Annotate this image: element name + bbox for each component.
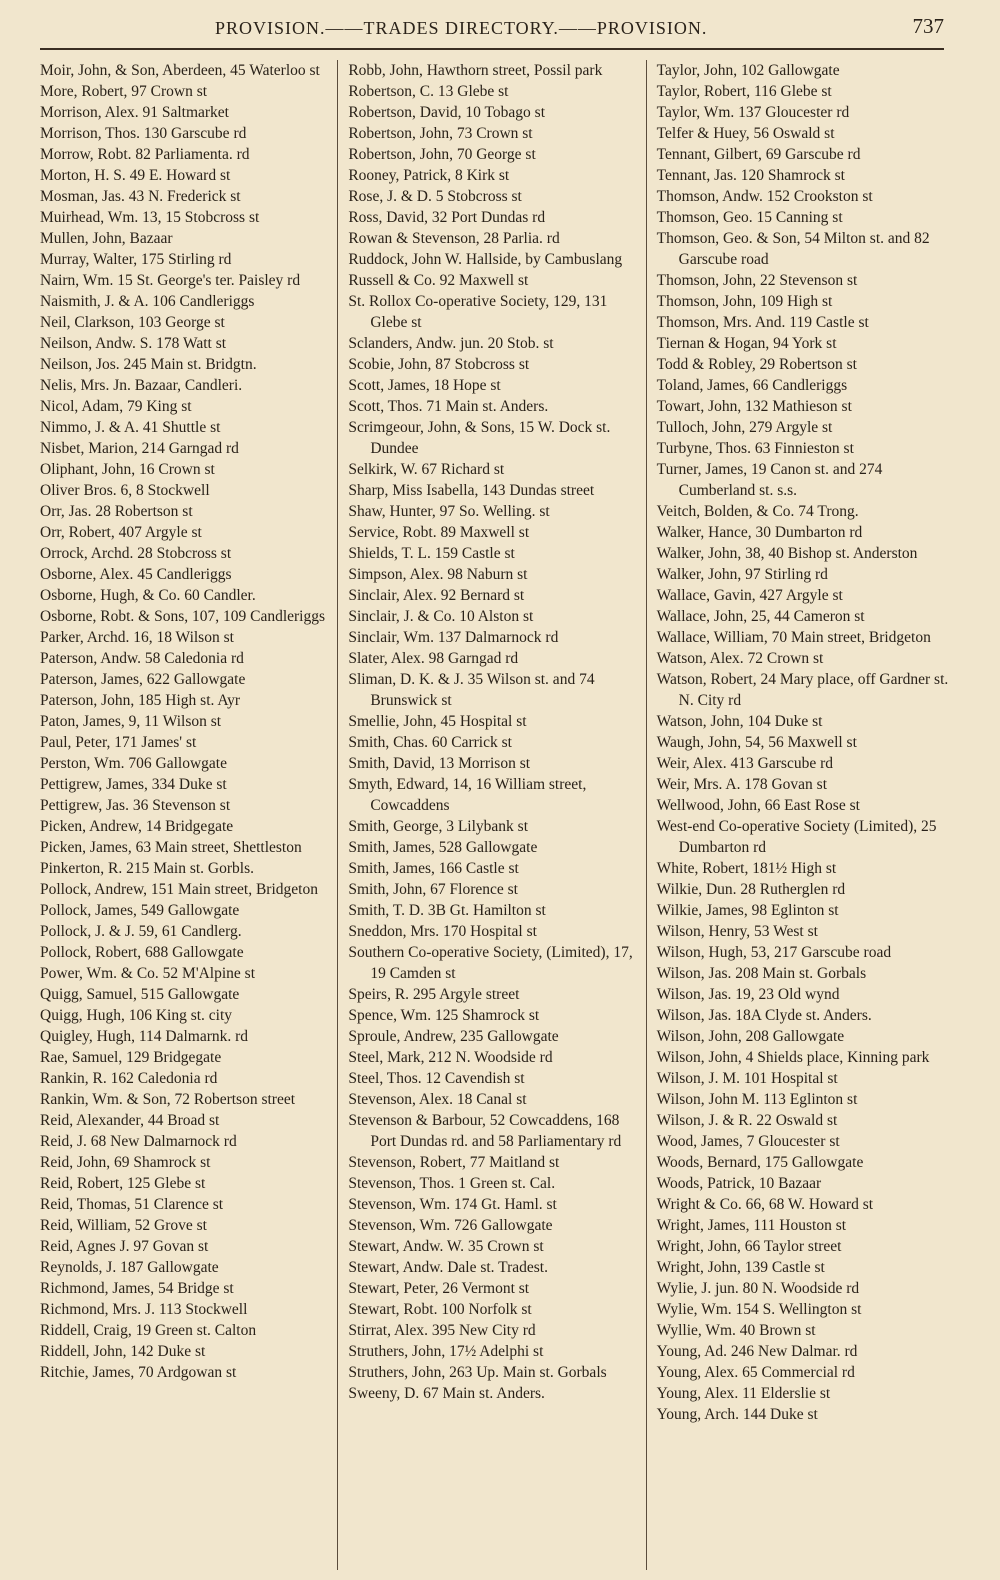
directory-entry: Stewart, Peter, 26 Vermont st	[348, 1280, 530, 1297]
directory-entry: Scobie, John, 87 Stobcross st	[348, 356, 530, 373]
directory-entry: Wilson, J. M. 101 Hospital st	[656, 1070, 838, 1087]
directory-entry: Taylor, John, 102 Gallowgate	[656, 62, 840, 79]
directory-entry: Oliphant, John, 16 Crown st	[40, 461, 215, 478]
directory-entry: Steel, Mark, 212 N. Woodside rd	[348, 1049, 553, 1066]
directory-entry: Walker, Hance, 30 Dumbarton rd	[656, 524, 863, 541]
directory-entry: Wallace, Gavin, 427 Argyle st	[656, 587, 843, 604]
directory-columns	[36, 60, 954, 1570]
directory-entry: Quigg, Hugh, 106 King st. city	[40, 1007, 233, 1024]
directory-entry: Morton, H. S. 49 E. Howard st	[40, 167, 231, 184]
directory-entry: Muirhead, Wm. 13, 15 Stobcross st	[40, 209, 260, 226]
directory-entry: Picken, Andrew, 14 Bridgegate	[40, 818, 234, 835]
directory-entry: Tiernan & Hogan, 94 York st	[656, 335, 837, 352]
directory-entry: Wylie, Wm. 154 S. Wellington st	[656, 1301, 862, 1318]
directory-entry: Smith, James, 528 Gallowgate	[348, 839, 538, 856]
directory-entry: Thomson, John, 22 Stevenson st	[656, 272, 858, 289]
directory-entry: Thomson, Geo. 15 Canning st	[656, 209, 843, 226]
directory-entry: Taylor, Wm. 137 Gloucester rd	[656, 104, 850, 121]
directory-entry: Southern Co-operative Society, (Limited), 17, 19 Camden st	[348, 944, 633, 982]
directory-entry: Telfer & Huey, 56 Oswald st	[656, 125, 835, 142]
directory-entry: Wilson, John M. 113 Eglinton st	[656, 1091, 858, 1108]
directory-entry: Neilson, Andw. S. 178 Watt st	[40, 335, 227, 352]
directory-entry: Robertson, John, 73 Crown st	[348, 125, 533, 142]
directory-entry: Orrock, Archd. 28 Stobcross st	[40, 545, 232, 562]
directory-entry: Quigley, Hugh, 114 Dalmarnk. rd	[40, 1028, 249, 1045]
directory-entry: Rankin, R. 162 Caledonia rd	[40, 1070, 218, 1087]
directory-entry: Sneddon, Mrs. 170 Hospital st	[348, 923, 537, 940]
directory-entry: Turner, James, 19 Canon st. and 274 Cumberland st. s.s.	[656, 461, 883, 499]
directory-entry: Paterson, James, 622 Gallowgate	[40, 671, 246, 688]
page-header	[40, 14, 944, 50]
directory-entry: Woods, Bernard, 175 Gallowgate	[656, 1154, 864, 1171]
directory-entry: Towart, John, 132 Mathieson st	[656, 398, 852, 415]
directory-entry: Walker, John, 38, 40 Bishop st. Anderston	[656, 545, 918, 562]
directory-entry: Stevenson, Robert, 77 Maitland st	[348, 1154, 560, 1171]
directory-entry: Paul, Peter, 171 James' st	[40, 734, 197, 751]
column-3	[646, 60, 954, 1570]
directory-entry: Smith, George, 3 Lilybank st	[348, 818, 529, 835]
directory-entry: Simpson, Alex. 98 Naburn st	[348, 566, 528, 583]
directory-entry: Robertson, David, 10 Tobago st	[348, 104, 545, 121]
directory-entry: Turbyne, Thos. 63 Finnieston st	[656, 440, 854, 457]
directory-entry: Pollock, Robert, 688 Gallowgate	[40, 944, 244, 961]
column-2	[337, 60, 645, 1570]
directory-entry: Perston, Wm. 706 Gallowgate	[40, 755, 227, 772]
directory-entry: Reid, Alexander, 44 Broad st	[40, 1112, 220, 1129]
directory-entry: Stewart, Robt. 100 Norfolk st	[348, 1301, 532, 1318]
directory-entry: Naismith, J. & A. 106 Candleriggs	[40, 293, 255, 310]
directory-entry: Morrison, Thos. 130 Garscube rd	[40, 125, 247, 142]
directory-entry: Scott, Thos. 71 Main st. Anders.	[348, 398, 549, 415]
directory-entry: Shields, T. L. 159 Castle st	[348, 545, 515, 562]
directory-entry: Struthers, John, 17½ Adelphi st	[348, 1343, 544, 1360]
directory-entry: Smyth, Edward, 14, 16 William street, Cowcaddens	[348, 776, 587, 814]
directory-entry: Rae, Samuel, 129 Bridgegate	[40, 1049, 222, 1066]
directory-entry: Waugh, John, 54, 56 Maxwell st	[656, 734, 857, 751]
directory-entry: Smith, John, 67 Florence st	[348, 881, 518, 898]
directory-entry: Wilson, Jas. 19, 23 Old wynd	[656, 986, 840, 1003]
directory-entry: Wilkie, Dun. 28 Rutherglen rd	[656, 881, 846, 898]
directory-entry: Osborne, Robt. & Sons, 107, 109 Candleriggs	[40, 608, 326, 625]
directory-entry: White, Robert, 181½ High st	[656, 860, 837, 877]
directory-entry: Young, Alex. 65 Commercial rd	[656, 1364, 855, 1381]
directory-entry: Sliman, D. K. & J. 35 Wilson st. and 74 Brunswick st	[348, 671, 595, 709]
directory-entry: Tulloch, John, 279 Argyle st	[656, 419, 833, 436]
directory-entry: Riddell, Craig, 19 Green st. Calton	[40, 1322, 257, 1339]
directory-entry: Thomson, Andw. 152 Crookston st	[656, 188, 873, 205]
directory-entry: Watson, John, 104 Duke st	[656, 713, 823, 730]
directory-entry: Spence, Wm. 125 Shamrock st	[348, 1007, 540, 1024]
directory-entry: Weir, Mrs. A. 178 Govan st	[656, 776, 827, 793]
directory-entry: Richmond, James, 54 Bridge st	[40, 1280, 234, 1297]
directory-entry: Smellie, John, 45 Hospital st	[348, 713, 527, 730]
directory-entry: Thomson, Geo. & Son, 54 Milton st. and 82 Garscube road	[656, 230, 930, 268]
directory-entry: Murray, Walter, 175 Stirling rd	[40, 251, 232, 268]
directory-entry: Selkirk, W. 67 Richard st	[348, 461, 505, 478]
directory-entry: Struthers, John, 263 Up. Main st. Gorbals	[348, 1364, 607, 1381]
directory-entry: Taylor, Robert, 116 Glebe st	[656, 83, 832, 100]
directory-entry: Thomson, John, 109 High st	[656, 293, 833, 310]
directory-entry: Osborne, Hugh, & Co. 60 Candler.	[40, 587, 256, 604]
directory-entry: Morrow, Robt. 82 Parliamenta. rd	[40, 146, 250, 163]
directory-entry: Wallace, William, 70 Main street, Bridgeton	[656, 629, 931, 646]
directory-entry: Osborne, Alex. 45 Candleriggs	[40, 566, 232, 583]
directory-entry: Todd & Robley, 29 Robertson st	[656, 356, 857, 373]
directory-entry: Young, Ad. 246 New Dalmar. rd	[656, 1343, 858, 1360]
directory-entry: Wilson, Henry, 53 West st	[656, 923, 818, 940]
directory-entry: Tennant, Jas. 120 Shamrock st	[656, 167, 845, 184]
directory-entry: Rose, J. & D. 5 Stobcross st	[348, 188, 522, 205]
directory-entry: Paton, James, 9, 11 Wilson st	[40, 713, 222, 730]
directory-entry: Reid, J. 68 New Dalmarnock rd	[40, 1133, 237, 1150]
directory-entry: Reid, Thomas, 51 Clarence st	[40, 1196, 224, 1213]
directory-entry: Young, Alex. 11 Elderslie st	[656, 1385, 831, 1402]
directory-entry: Moir, John, & Son, Aberdeen, 45 Waterloo st	[40, 62, 320, 79]
directory-entry: Power, Wm. & Co. 52 M'Alpine st	[40, 965, 256, 982]
directory-entry: Walker, John, 97 Stirling rd	[656, 566, 828, 583]
directory-entry: Sinclair, J. & Co. 10 Alston st	[348, 608, 534, 625]
directory-entry: Neil, Clarkson, 103 George st	[40, 314, 225, 331]
directory-entry: Shaw, Hunter, 97 So. Welling. st	[348, 503, 550, 520]
directory-entry: Picken, James, 63 Main street, Shettleston	[40, 839, 302, 856]
directory-entry: Wilson, Jas. 18A Clyde st. Anders.	[656, 1007, 872, 1024]
column-1	[36, 60, 337, 1570]
directory-entry: Pinkerton, R. 215 Main st. Gorbls.	[40, 860, 254, 877]
directory-entry: Wyllie, Wm. 40 Brown st	[656, 1322, 816, 1339]
directory-entry: Ritchie, James, 70 Ardgowan st	[40, 1364, 237, 1381]
directory-entry: Pollock, J. & J. 59, 61 Candlerg.	[40, 923, 242, 940]
directory-entry: St. Rollox Co-operative Society, 129, 131 Glebe st	[348, 293, 608, 331]
directory-entry: Riddell, John, 142 Duke st	[40, 1343, 206, 1360]
directory-entry: Toland, James, 66 Candleriggs	[656, 377, 848, 394]
directory-entry: Wood, James, 7 Gloucester st	[656, 1133, 840, 1150]
directory-entry: Young, Arch. 144 Duke st	[656, 1406, 818, 1423]
directory-entry: Smith, James, 166 Castle st	[348, 860, 519, 877]
directory-entry: Nisbet, Marion, 214 Garngad rd	[40, 440, 239, 457]
directory-entry: Paterson, John, 185 High st. Ayr	[40, 692, 241, 709]
directory-entry: Sinclair, Alex. 92 Bernard st	[348, 587, 525, 604]
directory-entry: Wright & Co. 66, 68 W. Howard st	[656, 1196, 874, 1213]
directory-entry: Wilson, John, 208 Gallowgate	[656, 1028, 845, 1045]
directory-entry: West-end Co-operative Society (Limited), 25 Dumbarton rd	[656, 818, 937, 856]
directory-entry: Rankin, Wm. & Son, 72 Robertson street	[40, 1091, 296, 1108]
directory-entry: Mullen, John, Bazaar	[40, 230, 173, 247]
directory-entry: Nairn, Wm. 15 St. George's ter. Paisley rd	[40, 272, 301, 289]
directory-entry: Scott, James, 18 Hope st	[348, 377, 501, 394]
directory-entry: Sproule, Andrew, 235 Gallowgate	[348, 1028, 559, 1045]
directory-entry: Wright, John, 139 Castle st	[656, 1259, 825, 1276]
directory-entry: Stevenson, Wm. 726 Gallowgate	[348, 1217, 553, 1234]
directory-entry: Nicol, Adam, 79 King st	[40, 398, 192, 415]
directory-entry: Rooney, Patrick, 8 Kirk st	[348, 167, 510, 184]
directory-entry: Orr, Jas. 28 Robertson st	[40, 503, 193, 520]
directory-entry: Russell & Co. 92 Maxwell st	[348, 272, 529, 289]
directory-entry: Robertson, John, 70 George st	[348, 146, 536, 163]
directory-entry: Watson, Alex. 72 Crown st	[656, 650, 824, 667]
directory-entry: Wilson, John, 4 Shields place, Kinning park	[656, 1049, 930, 1066]
directory-entry: Reid, Agnes J. 97 Govan st	[40, 1238, 209, 1255]
directory-entry: Wylie, J. jun. 80 N. Woodside rd	[656, 1280, 860, 1297]
directory-entry: Smith, Chas. 60 Carrick st	[348, 734, 512, 751]
directory-entry: Reynolds, J. 187 Gallowgate	[40, 1259, 219, 1276]
directory-entry: Veitch, Bolden, & Co. 74 Trong.	[656, 503, 859, 520]
directory-entry: Parker, Archd. 16, 18 Wilson st	[40, 629, 234, 646]
directory-entry: Wright, James, 111 Houston st	[656, 1217, 847, 1234]
directory-entry: Sclanders, Andw. jun. 20 Stob. st	[348, 335, 554, 352]
page-number: 737	[912, 14, 944, 38]
directory-entry: Oliver Bros. 6, 8 Stockwell	[40, 482, 210, 499]
directory-entry: Quigg, Samuel, 515 Gallowgate	[40, 986, 240, 1003]
directory-entry: Wilson, Hugh, 53, 217 Garscube road	[656, 944, 892, 961]
directory-entry: Paterson, Andw. 58 Caledonia rd	[40, 650, 244, 667]
directory-entry: Woods, Patrick, 10 Bazaar	[656, 1175, 822, 1192]
directory-entry: Reid, William, 52 Grove st	[40, 1217, 207, 1234]
directory-entry: Nimmo, J. & A. 41 Shuttle st	[40, 419, 221, 436]
directory-entry: Pollock, James, 549 Gallowgate	[40, 902, 240, 919]
directory-entry: Ross, David, 32 Port Dundas rd	[348, 209, 546, 226]
directory-entry: Richmond, Mrs. J. 113 Stockwell	[40, 1301, 248, 1318]
directory-entry: Sweeny, D. 67 Main st. Anders.	[348, 1385, 545, 1402]
directory-entry: Slater, Alex. 98 Garngad rd	[348, 650, 519, 667]
directory-entry: Pollock, Andrew, 151 Main street, Bridgeton	[40, 881, 318, 898]
directory-entry: Scrimgeour, John, & Sons, 15 W. Dock st. Dundee	[348, 419, 611, 457]
directory-entry: Smith, T. D. 3B Gt. Hamilton st	[348, 902, 546, 919]
directory-entry: Rowan & Stevenson, 28 Parlia. rd	[348, 230, 560, 247]
directory-entry: Pettigrew, Jas. 36 Stevenson st	[40, 797, 231, 814]
directory-entry: Robb, John, Hawthorn street, Possil park	[348, 62, 603, 79]
directory-entry: Reid, John, 69 Shamrock st	[40, 1154, 211, 1171]
directory-entry: Reid, Robert, 125 Glebe st	[40, 1175, 206, 1192]
directory-entry: Morrison, Alex. 91 Saltmarket	[40, 104, 229, 121]
directory-entry: Thomson, Mrs. And. 119 Castle st	[656, 314, 869, 331]
directory-entry: Ruddock, John W. Hallside, by Cambuslang	[348, 251, 623, 268]
directory-entry: Tennant, Gilbert, 69 Garscube rd	[656, 146, 861, 163]
directory-entry: Nelis, Mrs. Jn. Bazaar, Candleri.	[40, 377, 243, 394]
directory-entry: Wilson, Jas. 208 Main st. Gorbals	[656, 965, 867, 982]
directory-entry: Stirrat, Alex. 395 New City rd	[348, 1322, 536, 1339]
running-head: PROVISION.——TRADES DIRECTORY.——PROVISION.	[215, 18, 708, 38]
directory-entry: Steel, Thos. 12 Cavendish st	[348, 1070, 525, 1087]
directory-entry: Wilson, J. & R. 22 Oswald st	[656, 1112, 838, 1129]
directory-entry: Wellwood, John, 66 East Rose st	[656, 797, 860, 814]
directory-entry: Stevenson, Alex. 18 Canal st	[348, 1091, 527, 1108]
directory-entry: Watson, Robert, 24 Mary place, off Gardner st. N. City rd	[656, 671, 949, 709]
directory-entry: Stevenson, Wm. 174 Gt. Haml. st	[348, 1196, 557, 1213]
directory-entry: Wright, John, 66 Taylor street	[656, 1238, 842, 1255]
directory-entry: Neilson, Jos. 245 Main st. Bridgtn.	[40, 356, 257, 373]
directory-entry: Sharp, Miss Isabella, 143 Dundas street	[348, 482, 595, 499]
directory-entry: Smith, David, 13 Morrison st	[348, 755, 531, 772]
directory-entry: More, Robert, 97 Crown st	[40, 83, 208, 100]
directory-entry: Stewart, Andw. Dale st. Tradest.	[348, 1259, 548, 1276]
directory-entry: Service, Robt. 89 Maxwell st	[348, 524, 530, 541]
directory-entry: Stevenson & Barbour, 52 Cowcaddens, 168 Port Dundas rd. and 58 Parliamentary rd	[348, 1112, 622, 1150]
directory-entry: Wilkie, James, 98 Eglinton st	[656, 902, 839, 919]
directory-entry: Speirs, R. 295 Argyle street	[348, 986, 520, 1003]
directory-entry: Weir, Alex. 413 Garscube rd	[656, 755, 833, 772]
directory-entry: Robertson, C. 13 Glebe st	[348, 83, 509, 100]
directory-entry: Wallace, John, 25, 44 Cameron st	[656, 608, 865, 625]
directory-entry: Stewart, Andw. W. 35 Crown st	[348, 1238, 544, 1255]
directory-entry: Sinclair, Wm. 137 Dalmarnock rd	[348, 629, 559, 646]
directory-entry: Orr, Robert, 407 Argyle st	[40, 524, 202, 541]
directory-entry: Stevenson, Thos. 1 Green st. Cal.	[348, 1175, 556, 1192]
directory-entry: Pettigrew, James, 334 Duke st	[40, 776, 227, 793]
directory-entry: Mosman, Jas. 43 N. Frederick st	[40, 188, 241, 205]
